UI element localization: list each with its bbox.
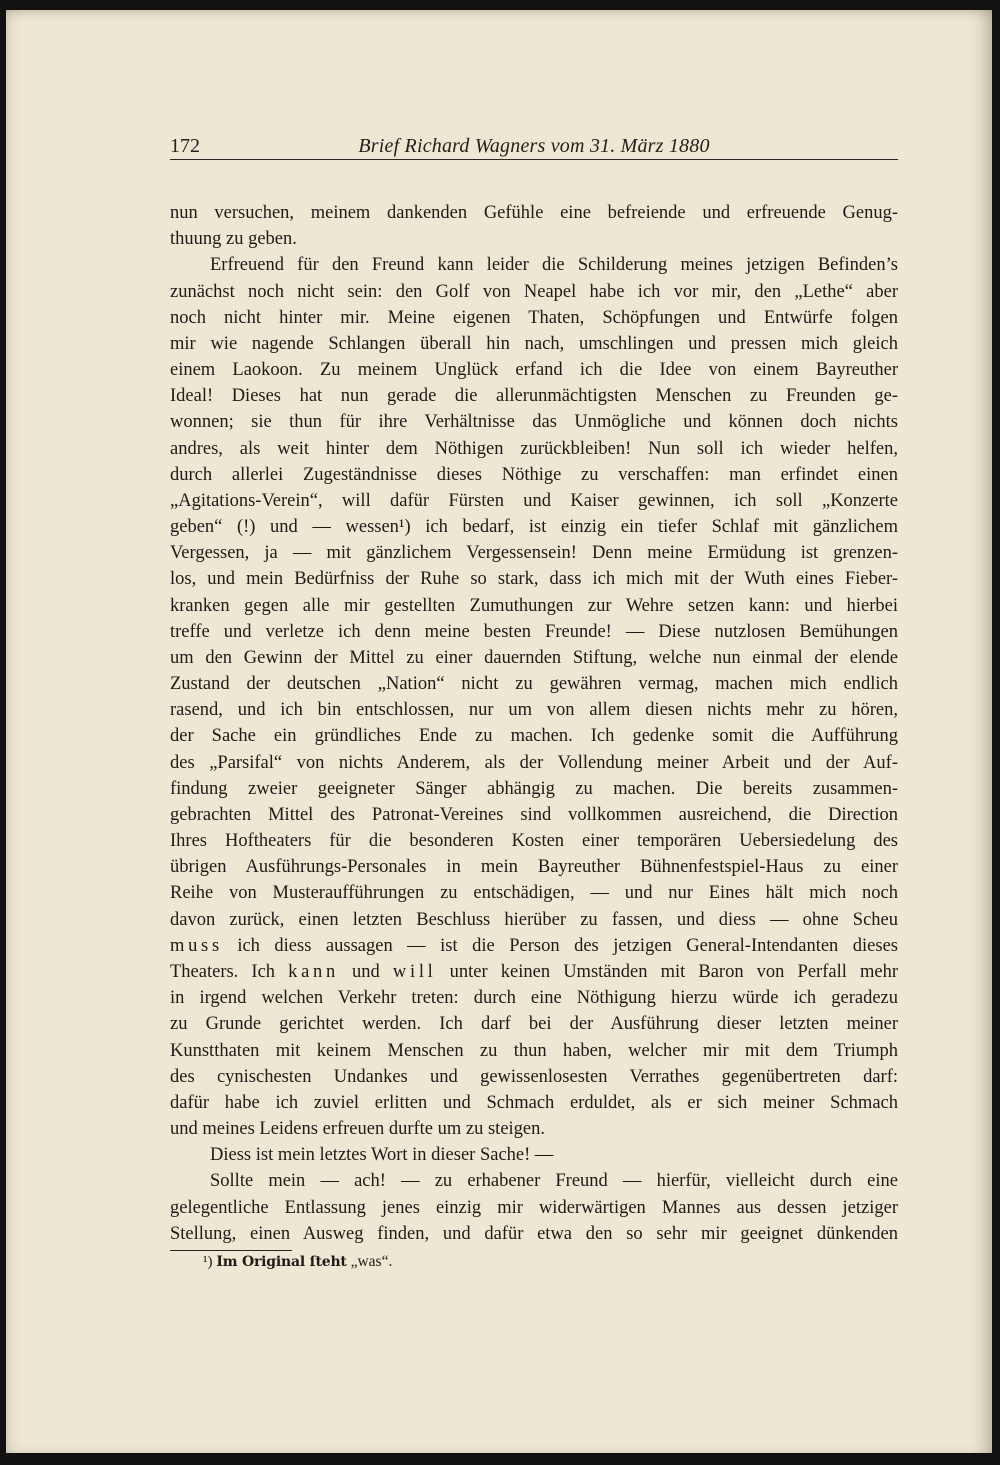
- text-line: findung zweier geeigneter Sänger abhängig zu machen. Die bereits zusammen-: [170, 778, 898, 799]
- text-line: Stellung, einen Ausweg finden, und dafür etwa den so sehr mir geeignet dünkenden: [170, 1223, 898, 1244]
- text-line: durch allerlei Zugeständnisse dieses Nöthige zu verschaffen: man erfindet einen: [170, 464, 898, 485]
- text-line: wonnen; sie thun für ihre Verhältnisse das Unmögliche und können doch nichts: [170, 412, 898, 433]
- text-line: und meines Leidens erfreuen durfte um zu steigen.: [170, 1119, 546, 1140]
- letter-body-text: [170, 200, 898, 1247]
- page-number: 172: [170, 135, 200, 157]
- text-line: Sollte mein — ach! — zu erhabener Freund — hierfür, vielleicht durch eine: [210, 1171, 898, 1192]
- text-line: rasend, und ich bin entschlossen, nur um von allem diesen nichts mehr zu hören,: [170, 700, 898, 721]
- text-line: Vergessen, ja — mit gänzlichem Vergessensein! Denn meine Ermüdung ist grenzen-: [170, 543, 898, 564]
- text-line: Ideal! Dieses hat nun gerade die allerunmächtigsten Menschen zu Freunden ge-: [170, 386, 898, 407]
- text-line: „Agitations-Verein“, will dafür Fürsten und Kaiser gewinnen, ich soll „Konzerte: [170, 490, 898, 511]
- text-line: thuung zu geben.: [170, 229, 297, 250]
- text-line: nun versuchen, meinem dankenden Gefühle eine befreiende und erfreuende Genug-: [170, 203, 898, 223]
- emphasized-word: will: [392, 961, 437, 982]
- footnote-fraktur-text: Im Original ſteht: [216, 1254, 347, 1270]
- text-line: gebrachten Mittel des Patronat-Vereines sind vollkommen ausreichend, die Direction: [170, 804, 898, 825]
- text-segment: ich diess aussagen — ist die Person des jetzigen General-Intendanten dieses: [222, 935, 898, 956]
- text-segment: und: [338, 961, 393, 982]
- text-line: kranken gegen alle mir gestellten Zumuthungen zur Wehre setzen kann: und hierbei: [170, 595, 898, 616]
- text-line: geben“ (!) und — wessen¹) ich bedarf, ist einzig ein tiefer Schlaf mit gänzlichem: [170, 517, 898, 538]
- text-line: noch nicht hinter mir. Meine eigenen Thaten, Schöpfungen und Entwürfe folgen: [170, 307, 898, 328]
- text-line: davon zurück, einen letzten Beschluss hierüber zu fassen, und diess — ohne Scheu: [170, 909, 898, 930]
- text-line: zu Grunde gerichtet werden. Ich darf bei der Ausführung dieser letzten meiner: [170, 1014, 898, 1035]
- text-line: Erfreuend für den Freund kann leider die Schilderung meines jetzigen Befinden’s: [210, 255, 898, 276]
- text-line: Kunstthaten mit keinem Menschen zu thun haben, welcher mir mit dem Triumph: [170, 1040, 898, 1061]
- text-line: Diess ist mein letztes Wort in dieser Sache! —: [210, 1145, 554, 1166]
- text-line: Ihres Hoftheaters für die besonderen Kosten einer temporären Uebersiedelung des: [170, 831, 898, 852]
- text-line: in irgend welchen Verkehr treten: durch eine Nöthigung hierzu würde ich geradezu: [170, 988, 898, 1009]
- running-head: [170, 133, 898, 159]
- text-line: [170, 959, 898, 985]
- text-line: gelegentliche Entlassung jenes einzig mir widerwärtigen Mannes aus dessen jetziger: [170, 1197, 898, 1218]
- text-line: einem Laokoon. Zu meinem Unglück erfand ich die Idee von einem Bayreuther: [170, 360, 898, 381]
- text-line: [170, 933, 898, 959]
- text-line: andres, als weit hinter dem Nöthigen zurückbleiben! Nun soll ich wieder helfen,: [170, 438, 898, 459]
- text-line: mir wie nagende Schlangen überall hin nach, umschlingen und pressen mich gleich: [170, 333, 898, 354]
- text-line: Reihe von Musteraufführungen zu entschädigen, — und nur Eines hält mich noch: [170, 883, 898, 904]
- text-line: los, und mein Bedürfniss der Ruhe so stark, dass ich mich mit der Wuth eines Fieber-: [170, 569, 898, 590]
- footnote-marker: ¹): [203, 1254, 213, 1270]
- text-line: des „Parsifal“ von nichts Anderem, als der Vollendung meiner Arbeit und der Auf-: [170, 752, 898, 773]
- text-line: um den Gewinn der Mittel zu einer dauernden Stiftung, welche nun einmal der elende: [170, 647, 898, 668]
- footnote: [203, 1251, 392, 1273]
- text-segment: unter keinen Umständen mit Baron von Perfall mehr: [436, 961, 898, 982]
- running-title: Brief Richard Wagners vom 31. März 1880: [358, 135, 710, 157]
- text-line: zunächst noch nicht sein: den Golf von Neapel habe ich vor mir, den „Lethe“ aber: [170, 281, 898, 302]
- text-line: übrigen Ausführungs-Personales in mein Bayreuther Bühnenfestspiel-Haus zu einer: [170, 857, 898, 878]
- text-segment: Theaters. Ich: [170, 961, 289, 982]
- text-line: dafür habe ich zuviel erlitten und Schmach erduldet, als er sich meiner Schmach: [170, 1092, 898, 1113]
- emphasized-word: muss: [170, 935, 223, 956]
- header-rule: [170, 159, 898, 160]
- text-line: des cynischesten Undankes und gewissenlosesten Verrathes gegenübertreten darf:: [170, 1066, 898, 1087]
- text-line: treffe und verletze ich denn meine besten Freunde! — Diese nutzlosen Bemühungen: [170, 621, 898, 642]
- text-line: der Sache ein gründliches Ende zu machen. Ich gedenke somit die Aufführung: [170, 726, 898, 747]
- footnote-quoted-word: „was“.: [350, 1253, 393, 1270]
- emphasized-word: kann: [288, 961, 339, 982]
- text-line: Zustand der deutschen „Nation“ nicht zu gewähren vermag, machen mich endlich: [170, 674, 898, 695]
